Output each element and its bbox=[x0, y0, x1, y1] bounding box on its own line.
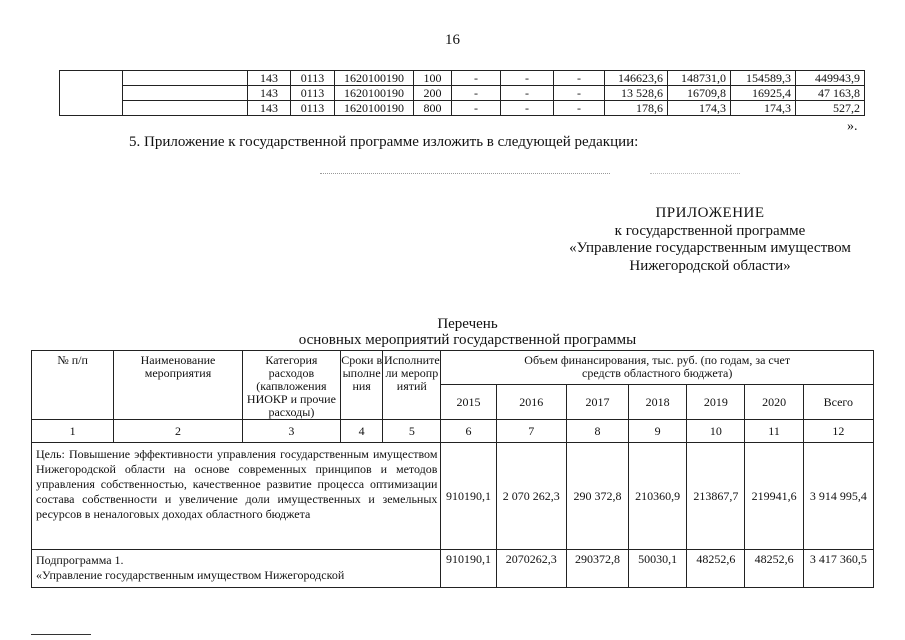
header-category: Категория расходов (капвложения НИОКР и прочие расходы) bbox=[242, 351, 340, 420]
column-number: 9 bbox=[629, 420, 687, 443]
table-cell: 1620100190 bbox=[335, 101, 414, 116]
subprogram-total: 3 417 360,5 bbox=[803, 550, 873, 588]
instruction-paragraph: 5. Приложение к государственной программе изложить в следующей редакции: bbox=[129, 134, 639, 150]
subprogram-name: «Управление государственным имуществом Нижегородской bbox=[36, 568, 345, 582]
separator bbox=[320, 173, 610, 174]
table-cell: 16709,8 bbox=[668, 86, 731, 101]
subprogram-value: 48252,6 bbox=[745, 550, 803, 588]
header-executors: Исполнители мероприятий bbox=[383, 351, 441, 420]
goal-text: Цель: Повышение эффективности управления государственным имуществом Нижегородской области на основе современных принципов и методов управления собственностью, качественное развитие процесса оптимизации состава собственности и увеличение доли имущественных и земельных ресурсов в неналоговых доходах областного бюджета bbox=[32, 443, 441, 550]
column-number-row bbox=[32, 420, 874, 443]
table-cell: 100 bbox=[414, 71, 452, 86]
table-cell: 146623,6 bbox=[605, 71, 668, 86]
table-cell bbox=[123, 71, 248, 86]
goal-value: 910190,1 bbox=[441, 443, 496, 550]
table-cell: 200 bbox=[414, 86, 452, 101]
column-number: 5 bbox=[383, 420, 441, 443]
table-row bbox=[60, 86, 865, 101]
table-cell: 148731,0 bbox=[668, 71, 731, 86]
table-cell: 0113 bbox=[291, 101, 335, 116]
subprogram-value: 50030,1 bbox=[629, 550, 687, 588]
subprogram-title: Подпрограмма 1. bbox=[36, 553, 124, 567]
table-cell: 1620100190 bbox=[335, 71, 414, 86]
appendix-title: ПРИЛОЖЕНИЕ bbox=[655, 205, 765, 221]
table-cell: 143 bbox=[248, 71, 291, 86]
table-cell: 178,6 bbox=[605, 101, 668, 116]
header-year: 2018 bbox=[629, 385, 687, 420]
column-number: 4 bbox=[341, 420, 383, 443]
goal-value: 219941,6 bbox=[745, 443, 803, 550]
budget-continuation-table bbox=[59, 70, 865, 116]
column-number: 10 bbox=[687, 420, 745, 443]
table-cell: 0113 bbox=[291, 86, 335, 101]
subprogram-value: 2070262,3 bbox=[496, 550, 566, 588]
table-cell: 143 bbox=[248, 101, 291, 116]
column-number: 6 bbox=[441, 420, 496, 443]
table-cell: 13 528,6 bbox=[605, 86, 668, 101]
header-total: Всего bbox=[803, 385, 873, 420]
header-name: Наименование мероприятия bbox=[114, 351, 242, 420]
header-year: 2019 bbox=[687, 385, 745, 420]
subprogram-value: 290372,8 bbox=[566, 550, 628, 588]
column-number: 8 bbox=[566, 420, 628, 443]
goal-value: 210360,9 bbox=[629, 443, 687, 550]
table-cell: 174,3 bbox=[668, 101, 731, 116]
table-cell bbox=[60, 71, 123, 116]
subprogram-text bbox=[32, 550, 441, 588]
table-row bbox=[60, 101, 865, 116]
table-cell: 154589,3 bbox=[731, 71, 796, 86]
table-cell: 143 bbox=[248, 86, 291, 101]
goal-value: 213867,7 bbox=[687, 443, 745, 550]
appendix-heading-block bbox=[540, 205, 880, 275]
table-cell: - bbox=[554, 86, 605, 101]
subprogram-value: 48252,6 bbox=[687, 550, 745, 588]
appendix-line: к государственной программе bbox=[614, 222, 806, 239]
goal-row bbox=[32, 443, 874, 550]
goal-value: 290 372,8 bbox=[566, 443, 628, 550]
subprogram-row bbox=[32, 550, 874, 588]
header-year: 2016 bbox=[496, 385, 566, 420]
table-cell: 527,2 bbox=[796, 101, 865, 116]
table-cell: - bbox=[501, 86, 554, 101]
header-year: 2020 bbox=[745, 385, 803, 420]
table-cell: - bbox=[554, 71, 605, 86]
appendix-line: Нижегородской области» bbox=[629, 257, 791, 274]
column-number: 2 bbox=[114, 420, 242, 443]
subprogram-value: 910190,1 bbox=[441, 550, 496, 588]
page-number: 16 bbox=[445, 32, 460, 48]
column-number: 3 bbox=[242, 420, 340, 443]
measures-table bbox=[31, 350, 874, 588]
table-cell: 0113 bbox=[291, 71, 335, 86]
table-header-row bbox=[32, 351, 874, 385]
table-cell: 47 163,8 bbox=[796, 86, 865, 101]
table-cell: - bbox=[501, 71, 554, 86]
goal-value: 2 070 262,3 bbox=[496, 443, 566, 550]
column-number: 12 bbox=[803, 420, 873, 443]
footnote-rule bbox=[31, 634, 91, 635]
header-terms: Сроки выполнения bbox=[341, 351, 383, 420]
column-number: 1 bbox=[32, 420, 114, 443]
header-year: 2015 bbox=[441, 385, 496, 420]
goal-total: 3 914 995,4 bbox=[803, 443, 873, 550]
table-cell: - bbox=[452, 71, 501, 86]
table-cell: 800 bbox=[414, 101, 452, 116]
header-year: 2017 bbox=[566, 385, 628, 420]
table-cell: - bbox=[452, 86, 501, 101]
table-cell: - bbox=[501, 101, 554, 116]
list-title-line: Перечень bbox=[437, 316, 498, 332]
column-number: 7 bbox=[496, 420, 566, 443]
column-number: 11 bbox=[745, 420, 803, 443]
table-cell: - bbox=[452, 101, 501, 116]
table-cell: 449943,9 bbox=[796, 71, 865, 86]
separator bbox=[650, 173, 740, 174]
list-title-line: основных мероприятий государственной программы bbox=[298, 332, 637, 348]
table-cell bbox=[123, 86, 248, 101]
table-row bbox=[60, 71, 865, 86]
appendix-line: «Управление государственным имуществом bbox=[569, 240, 851, 256]
closing-quote: ». bbox=[847, 119, 858, 134]
header-funding: Объем финансирования, тыс. руб. (по годам, за счет средств областного бюджета) bbox=[441, 351, 874, 385]
table-cell bbox=[123, 101, 248, 116]
table-cell: - bbox=[554, 101, 605, 116]
table-cell: 174,3 bbox=[731, 101, 796, 116]
header-num: № п/п bbox=[32, 351, 114, 420]
table-cell: 16925,4 bbox=[731, 86, 796, 101]
list-title bbox=[0, 316, 905, 348]
table-cell: 1620100190 bbox=[335, 86, 414, 101]
